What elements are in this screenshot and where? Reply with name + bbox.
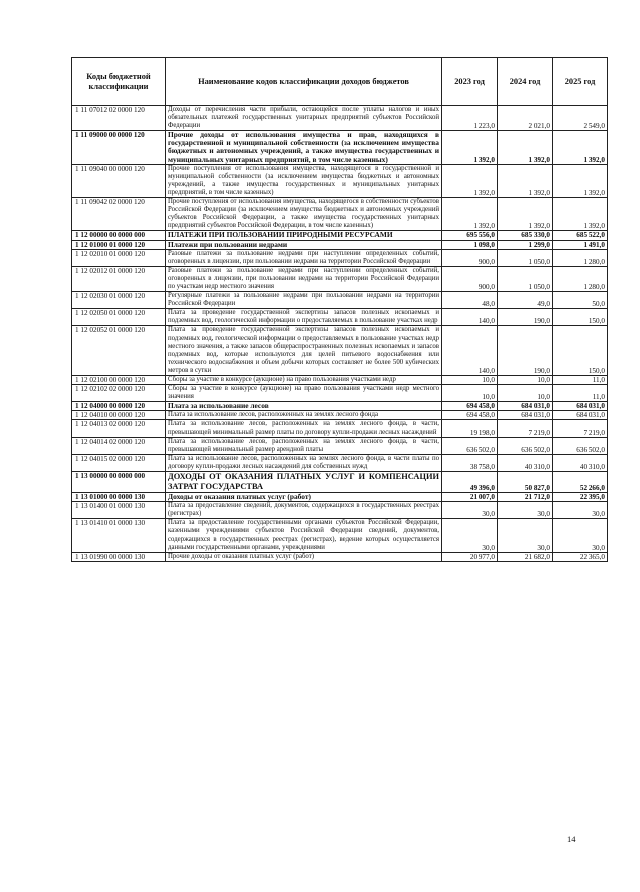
row-value-2024: 10,0 — [498, 376, 553, 385]
table-row — [72, 437, 608, 454]
row-code: 1 11 09000 00 0000 120 — [72, 131, 166, 164]
row-value-2025: 22 395,0 — [553, 493, 608, 502]
row-value-2025: 1 280,0 — [553, 266, 608, 291]
row-value-2025: 11,0 — [553, 385, 608, 402]
row-value-2023: 636 502,0 — [442, 437, 498, 454]
row-name: Плата за использование лесов, расположенных на землях лесного фонда — [166, 411, 442, 420]
row-code: 1 12 04015 02 0000 120 — [72, 454, 166, 471]
row-name: Прочие поступления от использования имущества, находящегося в государственной и муниципальной собственности (за исключением имущества бюджетных и автономных учреждений, а также имущества государственных и муниципальных унитарных предприятий, в том числе казенных) — [166, 164, 442, 197]
row-value-2024: 10,0 — [498, 385, 553, 402]
row-name: Регулярные платежи за пользование недрами при пользовании недрами на территории Российской Федерации — [166, 292, 442, 309]
budget-income-table — [71, 57, 608, 562]
table-row — [72, 454, 608, 471]
page-number: 14 — [567, 834, 576, 844]
row-value-2023: 1 098,0 — [442, 240, 498, 249]
row-name: Плата за предоставление государственными органами субъектов Российской Федерации, казенными учреждениями субъектов Российской Федерации сведений, документов, содержащихся в государственных реестрах (регистрах), ведение которых осуществляется данными государственными органами, учреждениями — [166, 519, 442, 552]
row-name: Плата за использование лесов, расположенных на землях лесного фонда, в части, превышающей минимальный размер платы по договору купли-продажи лесных насаждений — [166, 420, 442, 437]
table-row — [72, 376, 608, 385]
row-value-2025: 1 491,0 — [553, 240, 608, 249]
row-value-2023: 1 392,0 — [442, 131, 498, 164]
row-value-2024: 50 827,0 — [498, 472, 553, 493]
row-value-2023: 10,0 — [442, 385, 498, 402]
row-code: 1 12 04014 02 0000 120 — [72, 437, 166, 454]
row-value-2025: 30,0 — [553, 519, 608, 552]
row-name: ДОХОДЫ ОТ ОКАЗАНИЯ ПЛАТНЫХ УСЛУГ И КОМПЕНСАЦИИ ЗАТРАТ ГОСУДАРСТВА — [166, 472, 442, 493]
row-value-2023: 900,0 — [442, 266, 498, 291]
table-row — [72, 249, 608, 266]
row-name: Разовые платежи за пользование недрами при наступлении определенных событий, оговоренных в лицензии, при пользовании недрами на территории Российской Федерации по участкам недр местного значения — [166, 266, 442, 291]
row-name: ПЛАТЕЖИ ПРИ ПОЛЬЗОВАНИИ ПРИРОДНЫМИ РЕСУРСАМИ — [166, 231, 442, 240]
row-code: 1 12 02052 01 0000 120 — [72, 326, 166, 376]
row-value-2024: 1 050,0 — [498, 266, 553, 291]
row-value-2025: 636 502,0 — [553, 437, 608, 454]
row-value-2025: 52 266,0 — [553, 472, 608, 493]
table-row — [72, 502, 608, 519]
row-code: 1 12 02100 00 0000 120 — [72, 376, 166, 385]
row-value-2024: 40 310,0 — [498, 454, 553, 471]
row-value-2025: 1 392,0 — [553, 131, 608, 164]
row-value-2023: 694 458,0 — [442, 402, 498, 411]
row-value-2023: 695 556,0 — [442, 231, 498, 240]
row-value-2025: 2 549,0 — [553, 106, 608, 131]
row-value-2024: 30,0 — [498, 502, 553, 519]
table-header-row — [72, 58, 608, 106]
row-value-2024: 636 502,0 — [498, 437, 553, 454]
table-row — [72, 552, 608, 561]
table-row — [72, 326, 608, 376]
row-value-2023: 30,0 — [442, 502, 498, 519]
row-value-2025: 40 310,0 — [553, 454, 608, 471]
table-row — [72, 198, 608, 231]
table-row — [72, 309, 608, 326]
row-value-2025: 30,0 — [553, 502, 608, 519]
row-code: 1 12 02012 01 0000 120 — [72, 266, 166, 291]
table-row — [72, 411, 608, 420]
row-code: 1 12 04013 02 0000 120 — [72, 420, 166, 437]
row-name: Прочие поступления от использования имущества, находящегося в собственности субъектов Российской Федерации (за исключением имущества бюджетных и автономных учреждений субъектов Российской Федерации, а также имущества государственных унитарных предприятий субъектов Российской Федерации, в том числе казенных) — [166, 198, 442, 231]
row-value-2023: 900,0 — [442, 249, 498, 266]
row-name: Доходы от перечисления части прибыли, остающейся после уплаты налогов и иных обязательных платежей государственных унитарных предприятий субъектов Российской Федерации — [166, 106, 442, 131]
row-value-2023: 49 396,0 — [442, 472, 498, 493]
row-value-2025: 150,0 — [553, 326, 608, 376]
row-code: 1 12 02050 01 0000 120 — [72, 309, 166, 326]
row-value-2025: 1 392,0 — [553, 164, 608, 197]
row-value-2025: 684 031,0 — [553, 411, 608, 420]
row-code: 1 12 00000 00 0000 000 — [72, 231, 166, 240]
header-name: Наименование кодов классификации доходов бюджетов — [166, 58, 442, 106]
row-value-2024: 685 330,0 — [498, 231, 553, 240]
row-value-2024: 21 682,0 — [498, 552, 553, 561]
table-row — [72, 402, 608, 411]
row-value-2023: 694 458,0 — [442, 411, 498, 420]
row-value-2023: 1 392,0 — [442, 198, 498, 231]
row-name: Плата за предоставление сведений, документов, содержащихся в государственных реестрах (регистрах) — [166, 502, 442, 519]
row-value-2025: 50,0 — [553, 292, 608, 309]
row-name: Доходы от оказания платных услуг (работ) — [166, 493, 442, 502]
row-value-2024: 190,0 — [498, 309, 553, 326]
table-row — [72, 231, 608, 240]
row-value-2024: 30,0 — [498, 519, 553, 552]
row-value-2023: 30,0 — [442, 519, 498, 552]
row-name: Плата за проведение государственной экспертизы запасов полезных ископаемых и подземных вод, геологической информации о предоставляемых в пользование участках недр — [166, 309, 442, 326]
row-code: 1 13 00000 00 0000 000 — [72, 472, 166, 493]
row-value-2025: 684 031,0 — [553, 402, 608, 411]
row-code: 1 11 09040 00 0000 120 — [72, 164, 166, 197]
row-value-2023: 10,0 — [442, 376, 498, 385]
row-value-2023: 48,0 — [442, 292, 498, 309]
row-code: 1 13 01000 00 0000 130 — [72, 493, 166, 502]
row-code: 1 12 01000 01 0000 120 — [72, 240, 166, 249]
row-value-2024: 1 299,0 — [498, 240, 553, 249]
row-code: 1 12 02102 02 0000 120 — [72, 385, 166, 402]
header-code: Коды бюджетной классификации — [72, 58, 166, 106]
row-value-2024: 1 050,0 — [498, 249, 553, 266]
row-name: Прочие доходы от использования имущества и прав, находящихся в государственной и муниципальной собственности (за исключением имущества бюджетных и автономных учреждений, а также имущества государственных и муниципальных унитарных предприятий, в том числе казенных) — [166, 131, 442, 164]
header-year-2024: 2024 год — [498, 58, 553, 106]
table-row — [72, 292, 608, 309]
row-code: 1 12 04010 00 0000 120 — [72, 411, 166, 420]
row-value-2025: 22 365,0 — [553, 552, 608, 561]
row-value-2024: 2 021,0 — [498, 106, 553, 131]
row-value-2025: 150,0 — [553, 309, 608, 326]
table-row — [72, 472, 608, 493]
row-value-2023: 140,0 — [442, 326, 498, 376]
table-row — [72, 385, 608, 402]
row-value-2023: 38 758,0 — [442, 454, 498, 471]
row-code: 1 13 01400 01 0000 130 — [72, 502, 166, 519]
table-row — [72, 164, 608, 197]
row-value-2023: 20 977,0 — [442, 552, 498, 561]
budget-table-page — [71, 57, 607, 562]
row-value-2024: 21 712,0 — [498, 493, 553, 502]
row-value-2024: 1 392,0 — [498, 198, 553, 231]
row-value-2024: 684 031,0 — [498, 402, 553, 411]
table-row — [72, 131, 608, 164]
row-name: Сборы за участие в конкурсе (аукционе) на право пользования участками недр — [166, 376, 442, 385]
table-row — [72, 266, 608, 291]
row-value-2024: 1 392,0 — [498, 131, 553, 164]
row-name: Сборы за участие в конкурсе (аукционе) на право пользования участками недр местного значения — [166, 385, 442, 402]
row-name: Плата за использование лесов, расположенных на землях лесного фонда, в части платы по договору купли-продажи лесных насаждений для собственных нужд — [166, 454, 442, 471]
row-code: 1 12 02030 01 0000 120 — [72, 292, 166, 309]
table-body — [72, 106, 608, 562]
row-code: 1 12 02010 01 0000 120 — [72, 249, 166, 266]
row-value-2023: 140,0 — [442, 309, 498, 326]
row-value-2025: 1 280,0 — [553, 249, 608, 266]
row-value-2024: 49,0 — [498, 292, 553, 309]
row-name: Разовые платежи за пользование недрами при наступлении определенных событий, оговоренных в лицензии, при пользовании недрами на территории Российской Федерации — [166, 249, 442, 266]
row-value-2023: 1 223,0 — [442, 106, 498, 131]
row-value-2024: 7 219,0 — [498, 420, 553, 437]
row-code: 1 11 07012 02 0000 120 — [72, 106, 166, 131]
row-value-2025: 11,0 — [553, 376, 608, 385]
row-name: Платежи при пользовании недрами — [166, 240, 442, 249]
row-value-2023: 19 198,0 — [442, 420, 498, 437]
row-value-2025: 7 219,0 — [553, 420, 608, 437]
table-row — [72, 240, 608, 249]
row-code: 1 13 01990 00 0000 130 — [72, 552, 166, 561]
row-code: 1 13 01410 01 0000 130 — [72, 519, 166, 552]
row-code: 1 12 04000 00 0000 120 — [72, 402, 166, 411]
row-value-2025: 685 522,0 — [553, 231, 608, 240]
row-name: Плата за использование лесов — [166, 402, 442, 411]
row-name: Плата за использование лесов, расположенных на землях лесного фонда, в части, превышающей минимальный размер арендной платы — [166, 437, 442, 454]
row-value-2024: 190,0 — [498, 326, 553, 376]
row-value-2024: 1 392,0 — [498, 164, 553, 197]
table-row — [72, 420, 608, 437]
row-value-2024: 684 031,0 — [498, 411, 553, 420]
row-value-2023: 21 007,0 — [442, 493, 498, 502]
header-year-2023: 2023 год — [442, 58, 498, 106]
row-name: Прочие доходы от оказания платных услуг (работ) — [166, 552, 442, 561]
row-value-2023: 1 392,0 — [442, 164, 498, 197]
header-year-2025: 2025 год — [553, 58, 608, 106]
table-row — [72, 106, 608, 131]
row-code: 1 11 09042 02 0000 120 — [72, 198, 166, 231]
row-name: Плата за проведение государственной экспертизы запасов полезных ископаемых и подземных вод, геологической информации о предоставляемых в пользование участках недр местного значения, а также запасов общераспространенных полезных ископаемых и запасов подземных вод, которые используются для целей питьевого водоснабжения или технического водоснабжения и объем добычи которых составляет не более 500 кубических метров в сутки — [166, 326, 442, 376]
table-row — [72, 493, 608, 502]
table-row — [72, 519, 608, 552]
row-value-2025: 1 392,0 — [553, 198, 608, 231]
